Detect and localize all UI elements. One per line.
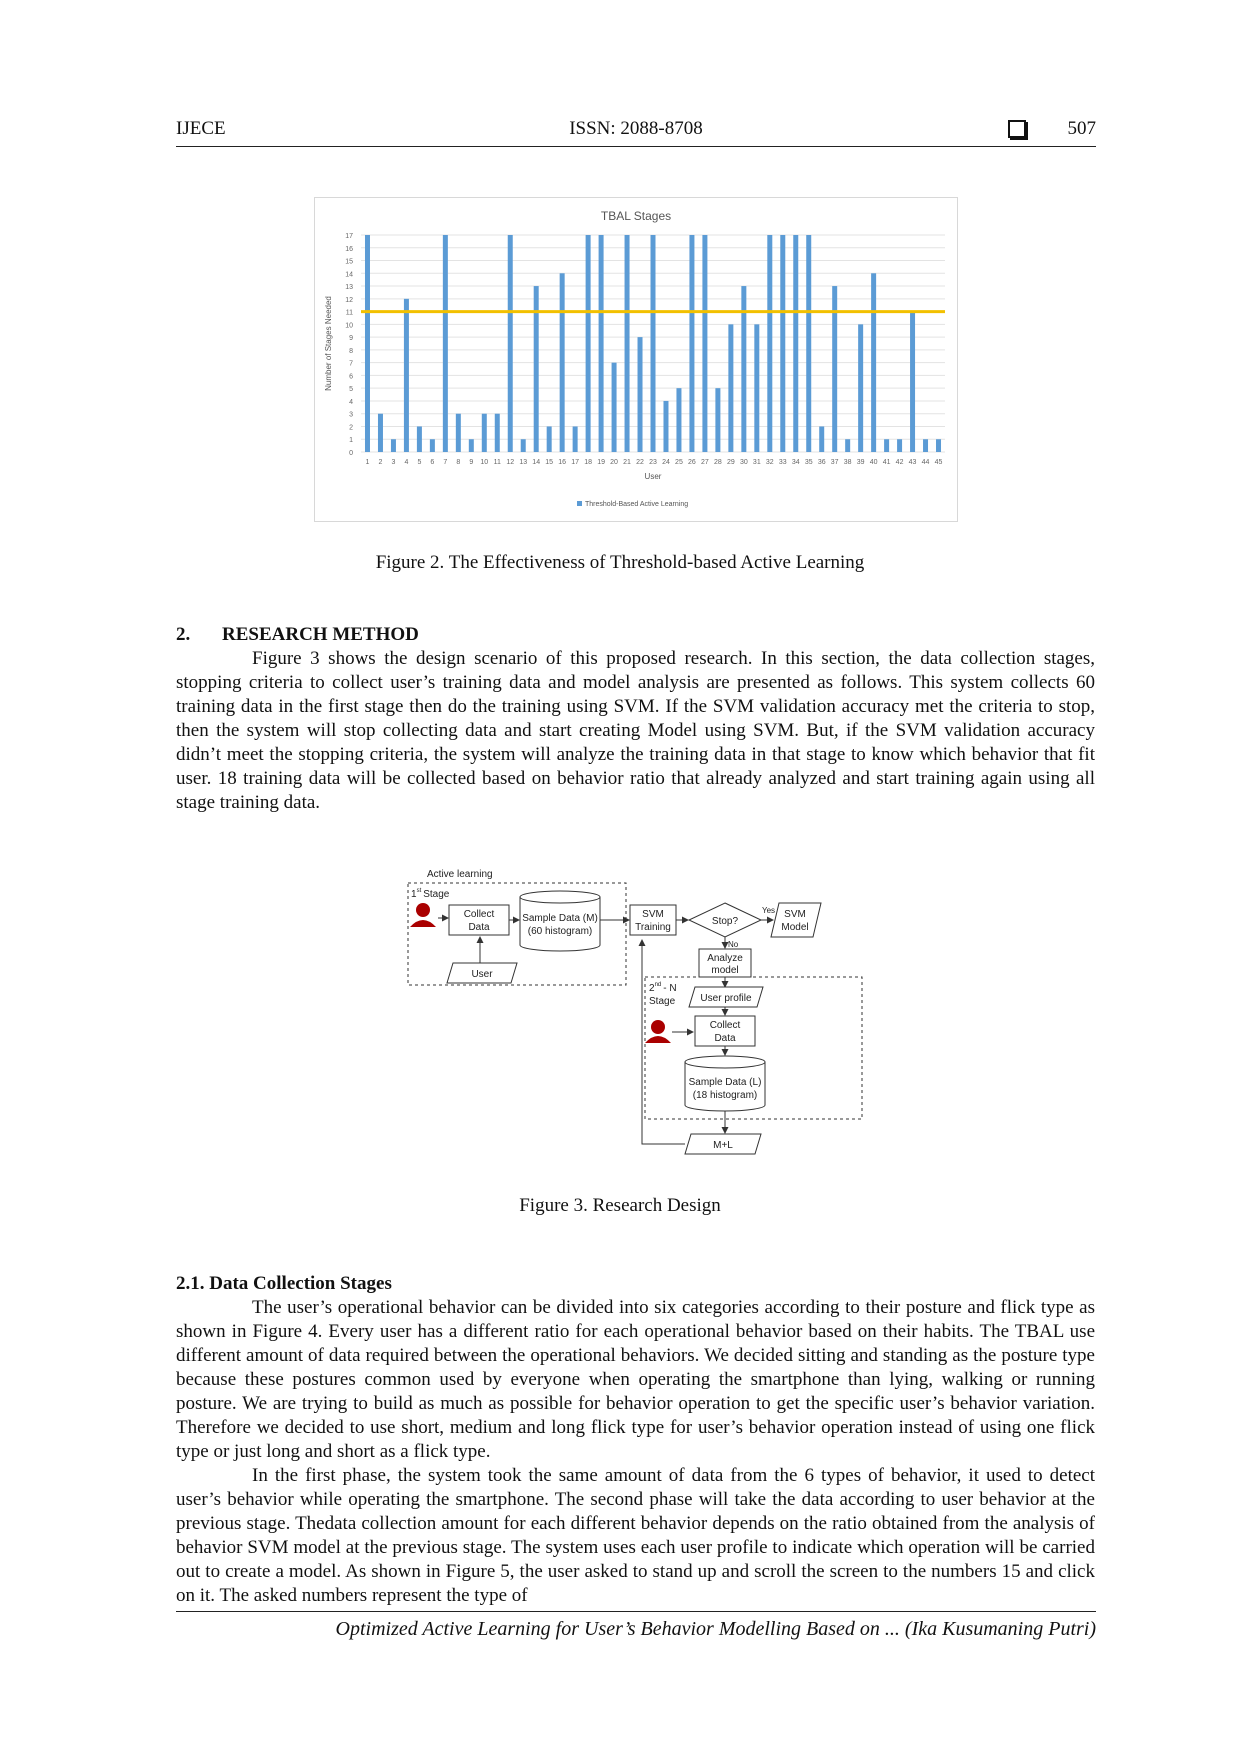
x-tick-label: 41 — [882, 459, 891, 466]
y-tick-label: 3 — [349, 411, 353, 419]
x-tick-label: 44 — [921, 459, 930, 466]
svg-text:Model: Model — [781, 922, 809, 933]
section-2-body — [176, 647, 1095, 815]
y-tick-label: 16 — [345, 245, 353, 253]
y-tick-label: 5 — [349, 386, 353, 394]
svg-text:(60 histogram): (60 histogram) — [527, 926, 593, 937]
bar — [430, 439, 435, 452]
y-tick-label: 7 — [349, 360, 353, 368]
x-tick-label: 26 — [688, 459, 696, 466]
x-tick-label: 1 — [365, 459, 370, 466]
paragraph: In the first phase, the system took the same amount of data from the 6 types of behavior, it used to detect user’s behavior while operating the smartphone. The second phase will take the data according to user behavior at the previous stage. Thedata collection amount for each different behavior depends on the ratio obtained from the analysis of behavior SVM model at the previous stage. The system uses each user profile to indicate which operation will be carried out to create a model. As shown in Figure 5, the user asked to stand up and scroll the screen to the numbers 15 and click on it. The asked numbers represent the type of — [176, 1465, 1095, 1606]
x-tick-label: 12 — [506, 459, 515, 466]
x-tick-label: 11 — [493, 459, 501, 466]
svg-text:M+L: M+L — [713, 1140, 733, 1151]
user-icon — [410, 903, 436, 927]
bar — [625, 235, 630, 452]
x-tick-label: 17 — [571, 459, 580, 466]
bar — [417, 426, 422, 452]
x-tick-label: 31 — [752, 459, 761, 466]
footer-title: Optimized Active Learning for User’s Behavior Modelling Based on — [335, 1618, 880, 1640]
bar — [508, 235, 513, 452]
bar-chart — [315, 198, 957, 521]
y-tick-label: 8 — [349, 347, 353, 355]
bar — [923, 439, 928, 452]
x-tick-label: 34 — [791, 459, 800, 466]
x-tick-label: 28 — [713, 459, 722, 466]
user-icon — [645, 1020, 671, 1043]
svg-text:Sample Data (M): Sample Data (M) — [522, 913, 598, 924]
y-tick-label: 1 — [349, 437, 353, 445]
x-tick-label: 7 — [443, 459, 448, 466]
x-tick-label: 29 — [726, 459, 735, 466]
figure-2-chart — [314, 197, 958, 522]
x-tick-label: 6 — [430, 459, 435, 466]
paragraph: Figure 3 shows the design scenario of this proposed research. In this section, the data collection stages, stopping criteria to collect user’s training data and model analysis are presented as follows. This system collects 60 training data in the first stage then do the training using SVM. If the SVM validation accuracy met the criteria to stop, then the system will stop collecting data and start creating Model using SVM. But, if the SVM validation accuracy didn’t meet the stopping criteria, the system will analyze the training data in that stage to know which behavior that fit user. 18 training data will be collected based on behavior ratio that already analyzed and start training again using all stage training data. — [176, 648, 1095, 813]
bar — [586, 235, 591, 452]
bar — [780, 235, 785, 452]
y-axis-label: Number of Stages Needed — [324, 296, 333, 391]
y-tick-label: 2 — [349, 424, 353, 432]
chart-title: TBAL Stages — [600, 209, 672, 223]
flow-diagram — [405, 865, 867, 1175]
x-tick-label: 27 — [701, 459, 709, 466]
svg-text:(18 histogram): (18 histogram) — [692, 1090, 758, 1101]
svg-text:Yes: Yes — [762, 906, 776, 915]
sample-data-l-cylinder — [685, 1056, 765, 1111]
x-tick-label: 20 — [610, 459, 618, 466]
bar — [378, 414, 383, 452]
y-tick-label: 12 — [345, 296, 353, 304]
footer-authors: ... (Ika Kusumaning Putri) — [884, 1618, 1096, 1640]
legend-label: Threshold-Based Active Learning — [585, 501, 689, 508]
bar — [443, 235, 448, 452]
section-heading — [176, 624, 419, 646]
bar — [365, 235, 370, 452]
bar — [599, 235, 604, 452]
x-tick-label: 42 — [895, 459, 904, 466]
bar — [858, 324, 863, 452]
x-tick-label: 24 — [662, 459, 670, 466]
figure-2-caption: Figure 2. The Effectiveness of Threshold-based Active Learning — [375, 552, 865, 573]
stage-1-label: 1st Stage — [411, 888, 450, 900]
x-tick-label: 18 — [584, 459, 593, 466]
x-tick-label: 22 — [636, 459, 644, 466]
x-tick-label: 36 — [817, 459, 826, 466]
svg-text:User: User — [471, 969, 493, 980]
svg-text:Training: Training — [635, 922, 671, 933]
bar — [651, 235, 656, 452]
bar — [728, 324, 733, 452]
y-tick-label: 13 — [345, 284, 353, 292]
y-tick-label: 11 — [345, 309, 353, 317]
bar — [521, 439, 526, 452]
x-axis-label: User — [644, 472, 662, 481]
y-tick-label: 9 — [349, 335, 353, 343]
x-tick-label: 2 — [378, 459, 383, 466]
section-title: RESEARCH METHOD — [222, 624, 419, 645]
section-2-1-body — [176, 1296, 1095, 1608]
page-footer — [176, 1611, 1096, 1640]
x-tick-label: 15 — [545, 459, 554, 466]
x-tick-label: 3 — [391, 459, 396, 466]
bar — [936, 439, 941, 452]
bar — [663, 401, 668, 452]
svg-text:User profile: User profile — [700, 993, 752, 1004]
svg-text:No: No — [728, 940, 739, 949]
x-tick-label: 21 — [623, 459, 631, 466]
x-tick-label: 14 — [532, 459, 541, 466]
paragraph: The user’s operational behavior can be divided into six categories according to their posture and flick type as shown in Figure 4. Every user has a different ratio for each operational behavior based on their habits. The TBAL use different amount of data required between the operational behaviors. We decided sitting and standing as the posture type because these postures common used by everyone when operating the smartphone than lying, walking or running posture. We are trying to build as much as possible for behavior operation to get the specific user’s behavior variation. Therefore we decided to use short, medium and long flick type for user’s behavior operation instead of using one flick type or just long and short as a flick type. — [176, 1297, 1095, 1462]
figure-3-caption: Figure 3. Research Design — [519, 1195, 721, 1216]
svg-text:Stage: Stage — [649, 996, 676, 1007]
bar — [819, 426, 824, 452]
x-tick-label: 40 — [869, 459, 878, 466]
x-tick-label: 43 — [908, 459, 917, 466]
svg-text:Sample Data (L): Sample Data (L) — [688, 1077, 762, 1088]
x-tick-label: 33 — [778, 459, 787, 466]
x-tick-label: 9 — [469, 459, 474, 466]
y-tick-label: 15 — [345, 258, 353, 266]
bar — [456, 414, 461, 452]
y-tick-label: 6 — [349, 373, 353, 381]
bar — [806, 235, 811, 452]
x-tick-label: 19 — [597, 459, 605, 466]
svg-text:Collect: Collect — [709, 1020, 741, 1031]
section-number: 2. — [176, 624, 191, 645]
bar — [495, 414, 500, 452]
x-tick-label: 23 — [649, 459, 657, 466]
bar — [897, 439, 902, 452]
y-tick-label: 17 — [345, 233, 353, 240]
bar — [884, 439, 889, 452]
bar — [482, 414, 487, 452]
svg-text:SVM: SVM — [642, 909, 664, 920]
bar — [391, 439, 396, 452]
sample-data-m-cylinder — [520, 891, 600, 951]
x-tick-label: 4 — [404, 459, 409, 466]
bar — [404, 299, 409, 452]
bar — [560, 273, 565, 452]
journal-name: IJECE — [176, 118, 226, 139]
x-tick-label: 37 — [830, 459, 839, 466]
svg-text:Data: Data — [714, 1033, 736, 1044]
x-tick-label: 39 — [856, 459, 865, 466]
x-tick-label: 5 — [417, 459, 422, 466]
issn: ISSN: 2088-8708 — [569, 118, 703, 139]
y-tick-label: 14 — [345, 271, 353, 279]
y-tick-label: 0 — [349, 450, 353, 457]
y-tick-label: 10 — [345, 322, 353, 330]
page-number: 507 — [1067, 118, 1096, 139]
active-learning-label: Active learning — [427, 869, 493, 880]
bar — [871, 273, 876, 452]
svg-text:SVM: SVM — [784, 909, 806, 920]
svg-text:model: model — [711, 965, 739, 976]
bar — [573, 426, 578, 452]
bar — [469, 439, 474, 452]
bar — [689, 235, 694, 452]
bar — [702, 235, 707, 452]
bar — [715, 388, 720, 452]
x-tick-label: 30 — [739, 459, 748, 466]
stage-2-label: 2nd - N — [649, 982, 677, 994]
x-tick-label: 8 — [456, 459, 461, 466]
x-tick-label: 13 — [519, 459, 528, 466]
page-header — [176, 116, 1096, 147]
bar — [676, 388, 681, 452]
svg-text:Analyze: Analyze — [707, 953, 743, 964]
y-tick-label: 4 — [349, 398, 353, 406]
svg-text:Data: Data — [468, 922, 490, 933]
bar — [845, 439, 850, 452]
svg-text:Collect: Collect — [463, 909, 495, 920]
square-icon — [1008, 120, 1026, 138]
x-tick-label: 25 — [675, 459, 683, 466]
figure-3-diagram — [405, 865, 867, 1175]
subsection-heading: 2.1. Data Collection Stages — [176, 1273, 392, 1294]
bar — [754, 324, 759, 452]
x-tick-label: 35 — [804, 459, 813, 466]
bar — [638, 337, 643, 452]
bar — [910, 312, 915, 452]
bar — [767, 235, 772, 452]
bar — [547, 426, 552, 452]
x-tick-label: 16 — [558, 459, 567, 466]
svg-text:Stop?: Stop? — [711, 916, 739, 927]
legend-swatch — [577, 501, 582, 506]
x-tick-label: 32 — [765, 459, 774, 466]
x-tick-label: 38 — [843, 459, 852, 466]
bar — [612, 363, 617, 452]
bar — [793, 235, 798, 452]
x-tick-label: 10 — [480, 459, 489, 466]
x-tick-label: 45 — [934, 459, 943, 466]
